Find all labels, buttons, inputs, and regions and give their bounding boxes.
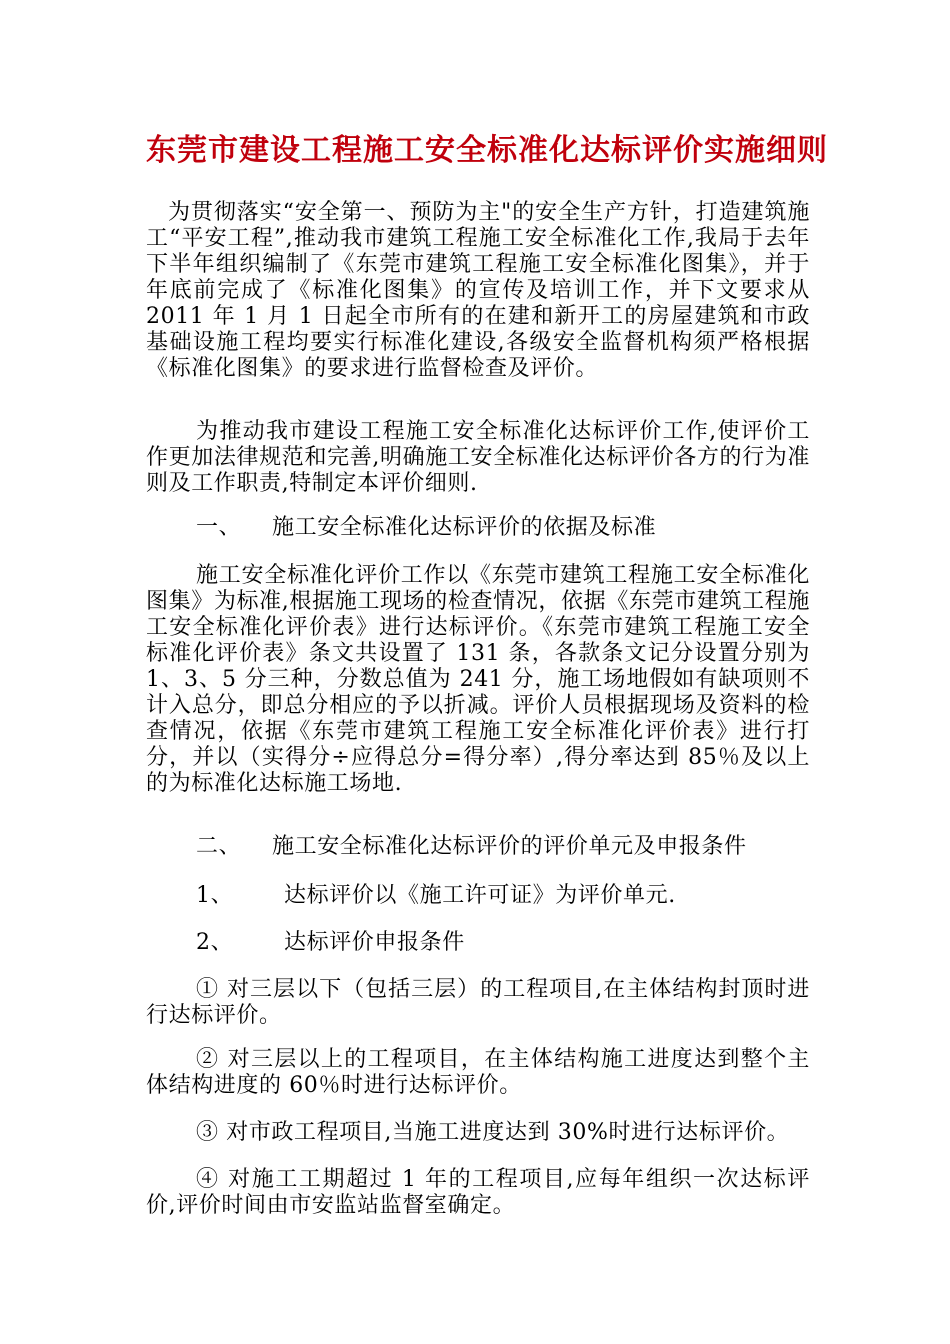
item-1-text: 达标评价以《施工许可证》为评价单元. <box>284 883 676 908</box>
section-2-heading <box>196 834 747 860</box>
condition-1: ① 对三层以下（包括三层）的工程项目,在主体结构封顶时进行达标评价。 <box>146 977 810 1028</box>
condition-2: ② 对三层以上的工程项目，在主体结构施工进度达到整个主体结构进度的 60％时进行达标评价。 <box>146 1047 810 1098</box>
section-2-number: 二、 <box>196 834 242 859</box>
condition-4: ④ 对施工工期超过 1 年的工程项目,应每年组织一次达标评价,评价时间由市安监站监督室确定。 <box>146 1167 810 1218</box>
item-1 <box>196 883 676 909</box>
section-1-heading-text: 施工安全标准化达标评价的依据及标准 <box>272 515 657 540</box>
section-2-heading-text: 施工安全标准化达标评价的评价单元及申报条件 <box>272 834 747 859</box>
item-2 <box>196 930 465 956</box>
item-2-text: 达标评价申报条件 <box>284 930 465 955</box>
item-2-number: 2、 <box>196 930 234 955</box>
section-1-number: 一、 <box>196 515 242 540</box>
section-1-heading <box>196 515 656 541</box>
document-title: 东莞市建设工程施工安全标准化达标评价实施细则 <box>146 133 828 168</box>
condition-3: ③ 对市政工程项目,当施工进度达到 30%时进行达标评价。 <box>196 1120 790 1145</box>
section-1-body: 施工安全标准化评价工作以《东莞市建筑工程施工安全标准化图集》为标准,根据施工现场的检查情况，依据《东莞市建筑工程施工安全标准化评价表》进行达标评价。《东莞市建筑工程施工安全标准化评价表》条文共设置了 131 条，各款条文记分设置分别为 1、3、5 分三种，分数总值为 241 分，施工场地假如有缺项则不计入总分，即总分相应的予以折减。评价人员根据现场及资料的检查情况，依据《东莞市建筑工程施工安全标准化评价表》进行打分，并以（实得分÷应得总分=得分率）,得分率达到 85％及以上的为标准化达标施工场地. <box>146 563 810 796</box>
item-1-number: 1、 <box>196 883 234 908</box>
intro-paragraph-1: 为贯彻落实“安全第一、预防为主"的安全生产方针，打造建筑施工“平安工程”,推动我市建筑工程施工安全标准化工作,我局于去年下半年组织编制了《东莞市建筑工程施工安全标准化图集》，并于年底前完成了《标准化图集》的宣传及培训工作，并下文要求从 2011 年 1 月 1 日起全市所有的在建和新开工的房屋建筑和市政基础设施工程均要实行标准化建设,各级安全监督机构须严格根据《标准化图集》的要求进行监督检查及评价。 <box>146 200 810 381</box>
intro-paragraph-2: 为推动我市建设工程施工安全标准化达标评价工作,使评价工作更加法律规范和完善,明确施工安全标准化达标评价各方的行为准则及工作职责,特制定本评价细则. <box>146 419 810 496</box>
